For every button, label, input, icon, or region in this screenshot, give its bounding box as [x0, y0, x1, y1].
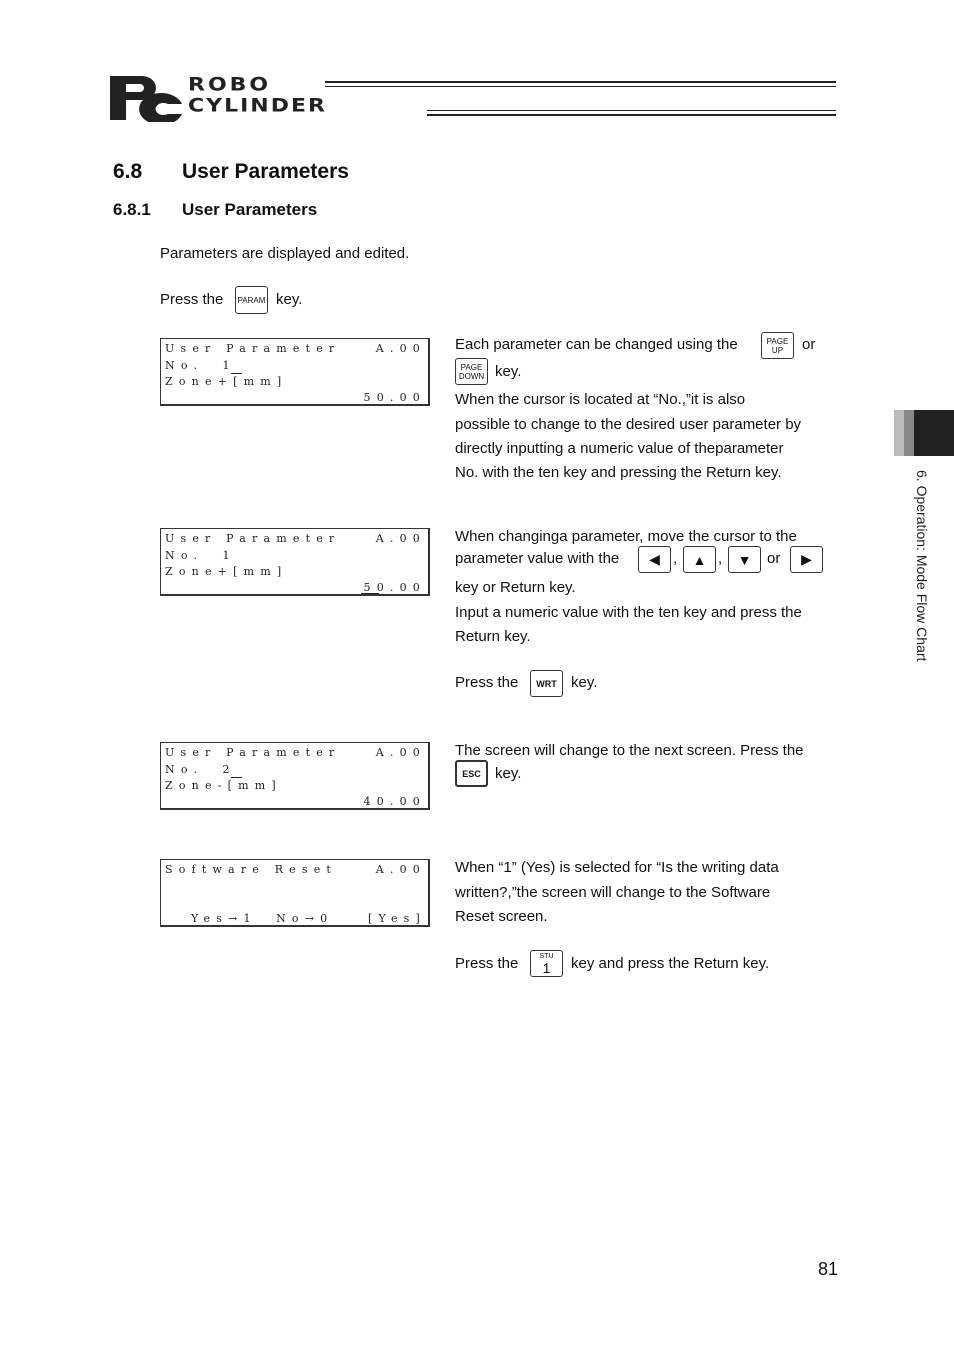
- lcd-line2: No. 1: [165, 549, 236, 562]
- up-arrow-icon: ▲: [692, 551, 707, 568]
- desc2-line5: Return key.: [455, 628, 531, 645]
- section-number: 6.8: [113, 160, 143, 183]
- wrt-key[interactable]: WRT: [530, 670, 563, 697]
- lcd-options: Yes→1 No→0: [191, 912, 334, 925]
- press-param-text: Press the: [160, 291, 224, 308]
- lcd-value: 50.00: [363, 581, 426, 594]
- lcd-line3: Zone-[mm]: [165, 779, 282, 792]
- press-stu-after: key and press the Return key.: [571, 955, 770, 972]
- desc1-line1: Each parameter can be changed using the: [455, 336, 738, 353]
- desc4-line2: written?,”the screen will change to the Software: [455, 884, 771, 901]
- lcd-line1: Software Reset: [165, 863, 338, 876]
- desc3-line1: The screen will change to the next screen. Press the: [455, 742, 804, 759]
- desc2-line2: parameter value with the: [455, 550, 620, 567]
- right-arrow-icon: ▶: [801, 551, 812, 567]
- desc3-key-text: key.: [495, 765, 522, 782]
- right-arrow-key[interactable]: [790, 546, 823, 573]
- lcd-selection: [Yes]: [367, 912, 426, 925]
- lcd-screen-2: [160, 528, 430, 596]
- desc4-line3: Reset screen.: [455, 908, 548, 925]
- logo-cylinder-text: CYLINDER: [188, 95, 327, 117]
- side-tab-stripe-mid: [904, 410, 914, 456]
- lcd-value: 40.00: [363, 795, 426, 808]
- lcd-mode: A.00: [375, 532, 426, 545]
- lcd-mode: A.00: [375, 746, 426, 759]
- lcd-mode: A.00: [375, 342, 426, 355]
- lcd-cursor: [231, 777, 242, 778]
- lcd-line1: User Parameter: [165, 342, 341, 355]
- esc-key[interactable]: ESC: [455, 760, 488, 787]
- or-text: or: [767, 550, 781, 567]
- desc1-para-3: directly inputting a numeric value of theparameter: [455, 440, 784, 457]
- desc1-para-1: When the cursor is located at “No.,”it is also: [455, 391, 746, 408]
- param-key[interactable]: PARAM: [235, 286, 268, 314]
- press-wrt-text: Press the: [455, 674, 519, 691]
- section-title: User Parameters: [182, 160, 349, 183]
- lcd-line1: User Parameter: [165, 746, 341, 759]
- lcd-screen-1: [160, 338, 430, 406]
- lcd-line1: User Parameter: [165, 532, 341, 545]
- header-rule-top: [325, 81, 836, 87]
- lcd-line2: No. 1: [165, 359, 236, 372]
- desc2-line1: When changinga parameter, move the cursor to the: [455, 528, 797, 545]
- lcd-line3: Zone+[mm]: [165, 565, 288, 578]
- desc1-or: or: [802, 336, 816, 353]
- down-arrow-key[interactable]: [728, 546, 761, 573]
- page-number: 81: [818, 1259, 839, 1279]
- desc1-para-2: possible to change to the desired user parameter by: [455, 416, 802, 433]
- stu-1-key[interactable]: STU 1: [530, 950, 563, 977]
- lcd-cursor: [361, 593, 379, 594]
- page-up-key[interactable]: PAGE UP: [761, 332, 794, 359]
- lcd-mode: A.00: [375, 863, 426, 876]
- desc2-line3: key or Return key.: [455, 579, 576, 596]
- press-stu-text: Press the: [455, 955, 519, 972]
- comma: ,: [718, 550, 723, 567]
- up-arrow-key[interactable]: [683, 546, 716, 573]
- side-tab-label: 6. Operation: Mode Flow Chart: [914, 470, 930, 662]
- press-param-after: key.: [276, 291, 303, 308]
- lcd-line3: Zone+[mm]: [165, 375, 288, 388]
- comma: ,: [673, 550, 678, 567]
- page-down-key[interactable]: PAGE DOWN: [455, 358, 488, 385]
- left-arrow-icon: ◀: [649, 551, 660, 567]
- intro-text: Parameters are displayed and edited.: [160, 245, 410, 262]
- lcd-value: 50.00: [363, 391, 426, 404]
- subsection-title: User Parameters: [182, 200, 318, 219]
- left-arrow-key[interactable]: [638, 546, 671, 573]
- desc1-para-4: No. with the ten key and pressing the Return key.: [455, 464, 782, 481]
- lcd-line2: No. 2: [165, 763, 236, 776]
- lcd-screen-3: [160, 742, 430, 810]
- down-arrow-icon: ▼: [737, 551, 752, 568]
- desc1-key-text: key.: [495, 363, 522, 380]
- side-tab-stripe-light: [894, 410, 904, 456]
- desc2-line4: Input a numeric value with the ten key and press the: [455, 604, 802, 621]
- side-tab-block: [914, 410, 954, 456]
- press-wrt-after: key.: [571, 674, 598, 691]
- rc-logo-icon: [108, 74, 184, 122]
- subsection-number: 6.8.1: [113, 200, 151, 219]
- lcd-cursor: [231, 373, 242, 374]
- header-rule-bottom: [427, 110, 836, 116]
- desc4-line1: When “1” (Yes) is selected for “Is the writing data: [455, 859, 779, 876]
- lcd-screen-4: [160, 859, 430, 927]
- logo-robo-text: ROBO: [188, 74, 272, 96]
